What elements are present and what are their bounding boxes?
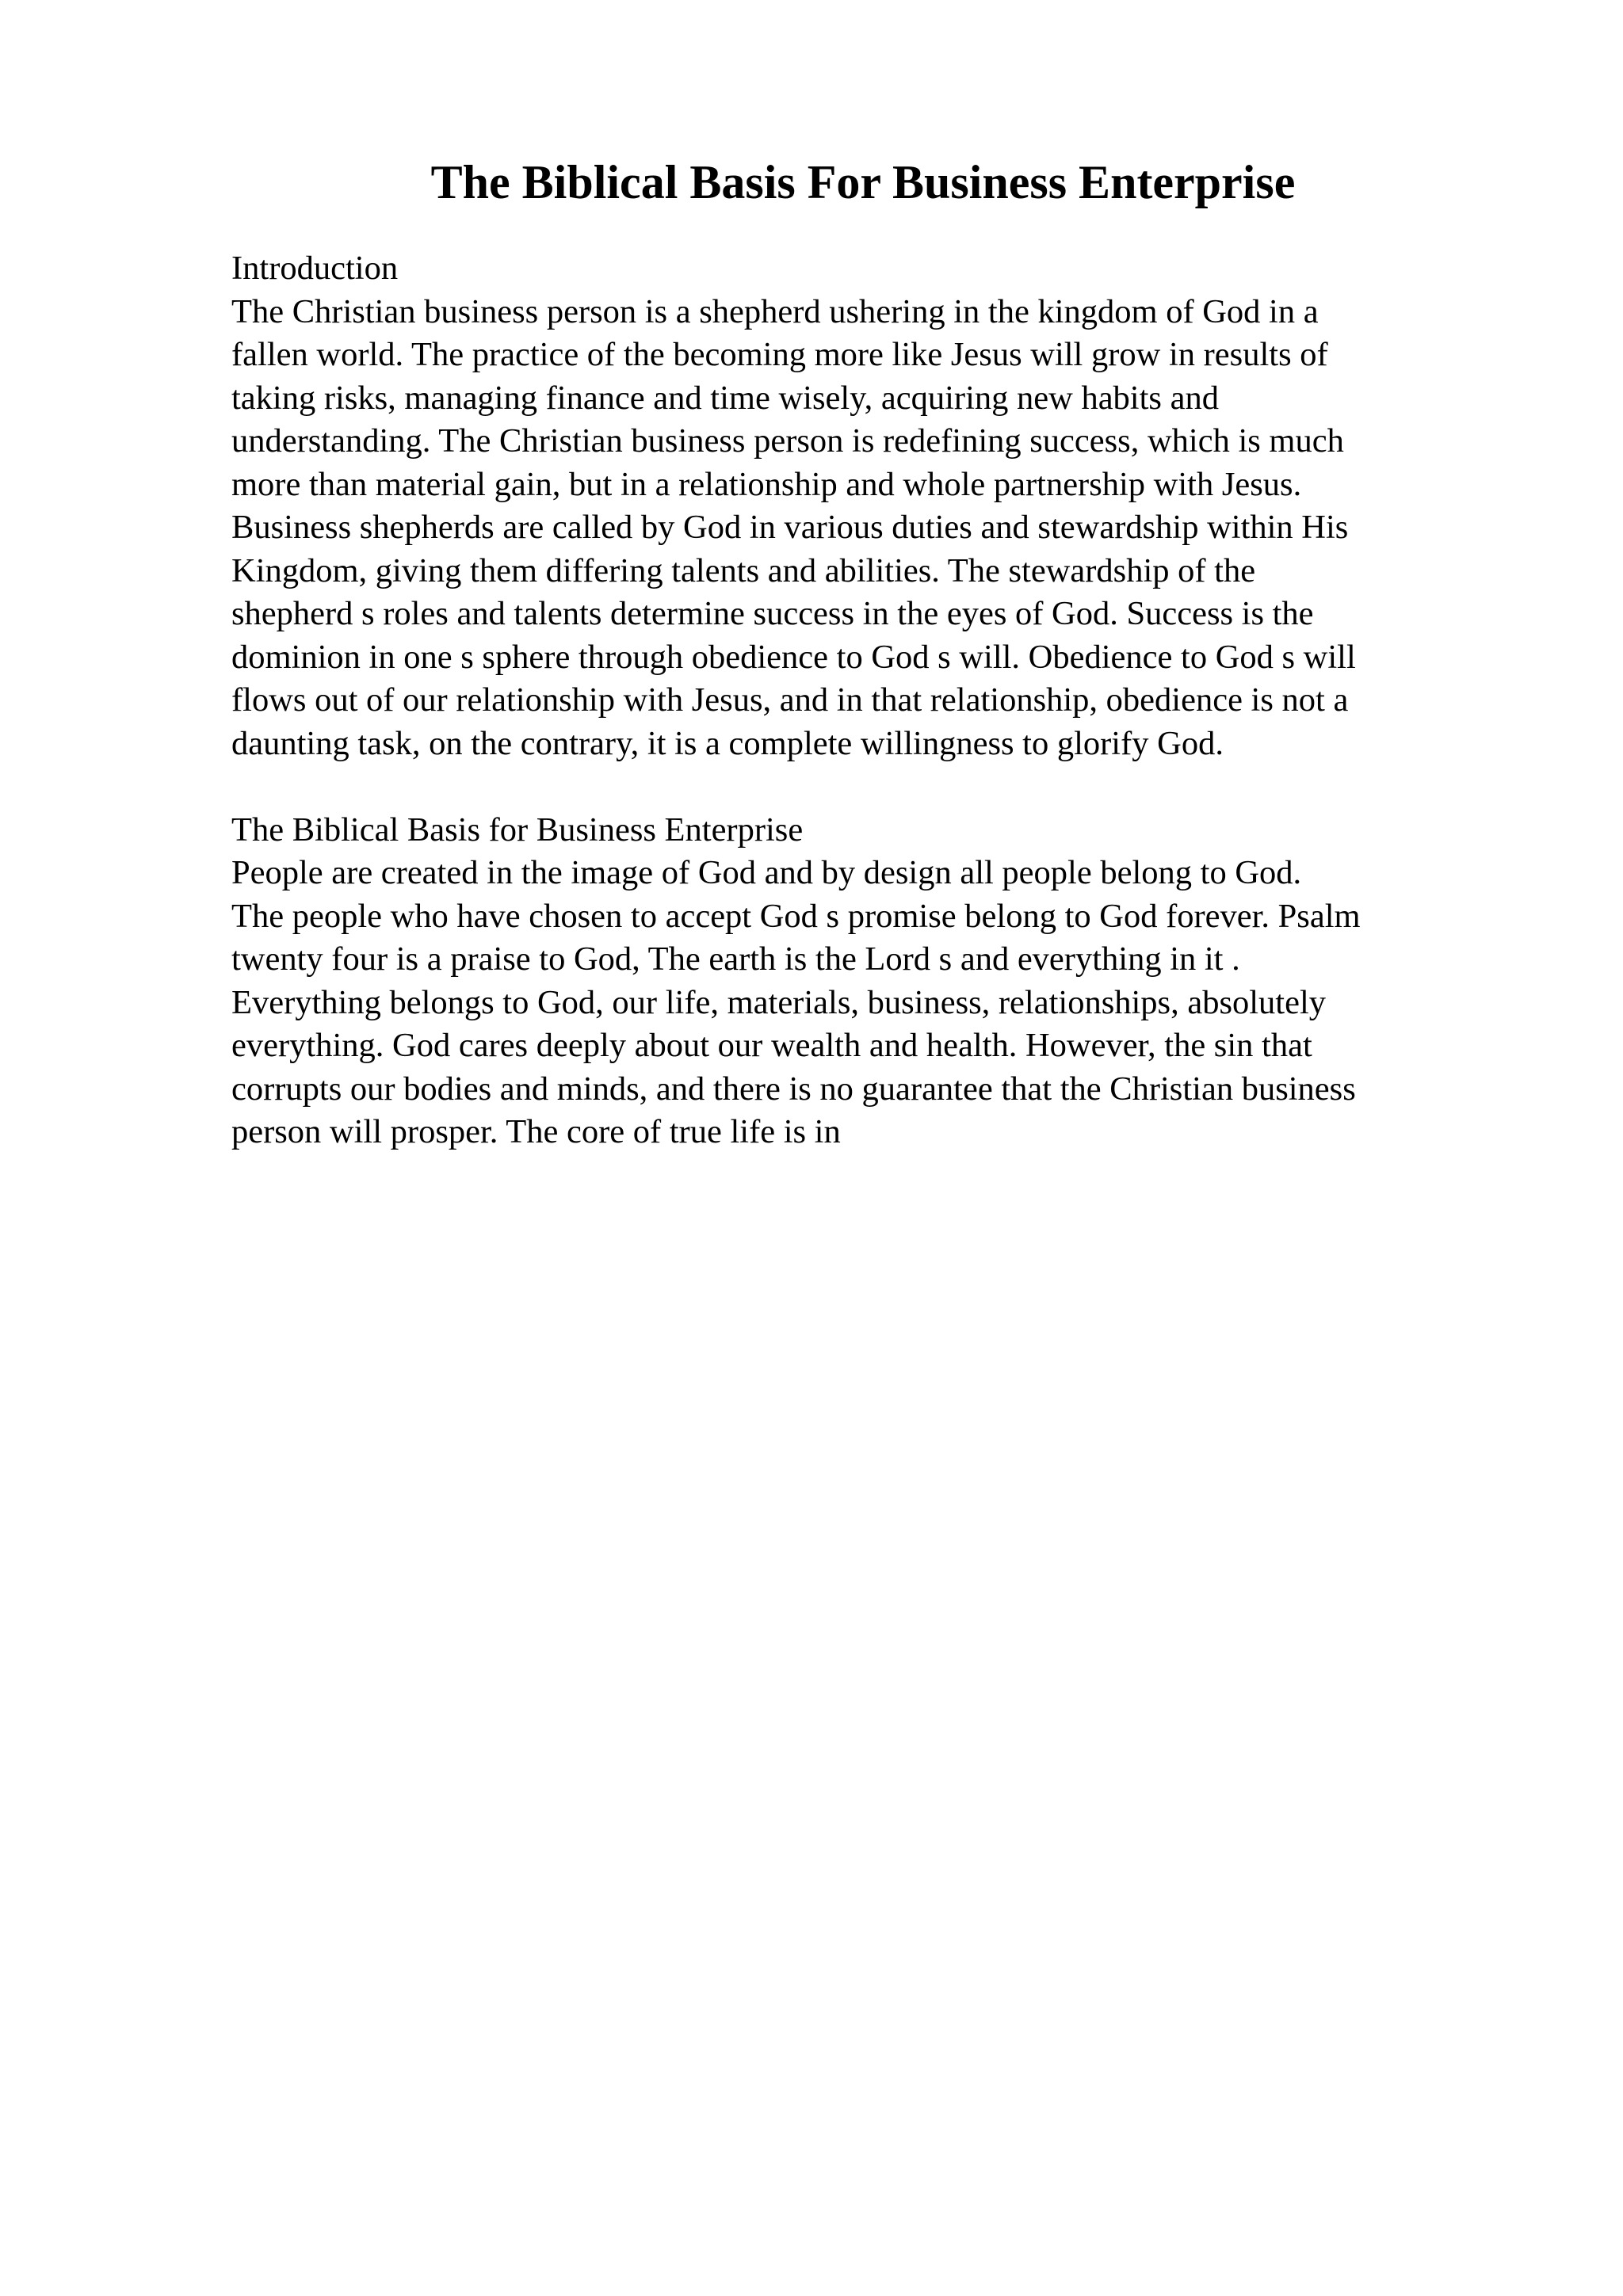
paragraph-line: People are created in the image of God and by design all people belong to God. <box>231 854 1302 891</box>
paragraph-line: dominion in one s sphere through obedience to God s will. Obedience to God s will <box>231 638 1356 676</box>
section-heading: The Biblical Basis for Business Enterprise <box>231 810 804 849</box>
paragraph-line: Everything belongs to God, our life, materials, business, relationships, absolutely <box>231 983 1327 1021</box>
paragraph-line: daunting task, on the contrary, it is a complete willingness to glorify God. <box>231 724 1224 762</box>
paragraph-line: Business shepherds are called by God in various duties and stewardship within His <box>231 509 1349 546</box>
section-heading: Introduction <box>231 250 399 287</box>
paragraph-line: shepherd s roles and talents determine success in the eyes of God. Success is the <box>231 595 1314 632</box>
paragraph-line: The Christian business person is a shepherd ushering in the kingdom of God in a <box>231 292 1319 330</box>
paragraph-line: everything. God cares deeply about our wealth and health. However, the sin that <box>231 1027 1312 1064</box>
section-introduction <box>231 247 1491 765</box>
document-title: The Biblical Basis For Business Enterprise <box>430 156 1296 208</box>
paragraph-line: corrupts our bodies and minds, and there is no guarantee that the Christian business <box>231 1070 1356 1108</box>
paragraph-line: person will prosper. The core of true life is in <box>231 1113 841 1150</box>
section-paragraph <box>231 852 1491 1154</box>
paragraph-line: understanding. The Christian business person is redefining success, which is much <box>231 422 1344 460</box>
paragraph-line: The people who have chosen to accept God s promise belong to God forever. Psalm <box>231 897 1361 935</box>
paragraph-line: fallen world. The practice of the becoming more like Jesus will grow in results of <box>231 336 1328 373</box>
paragraph-line: flows out of our relationship with Jesus, and in that relationship, obedience is not a <box>231 681 1349 719</box>
document-body <box>231 247 1491 1154</box>
paragraph-line: more than material gain, but in a relationship and whole partnership with Jesus. <box>231 465 1302 503</box>
section-paragraph <box>231 291 1491 766</box>
paragraph-line: Kingdom, giving them differing talents and abilities. The stewardship of the <box>231 551 1256 589</box>
paragraph-line: taking risks, managing finance and time wisely, acquiring new habits and <box>231 379 1219 417</box>
section-biblical-basis <box>231 809 1491 1154</box>
paragraph-line: twenty four is a praise to God, The earth is the Lord s and everything in it . <box>231 940 1240 978</box>
